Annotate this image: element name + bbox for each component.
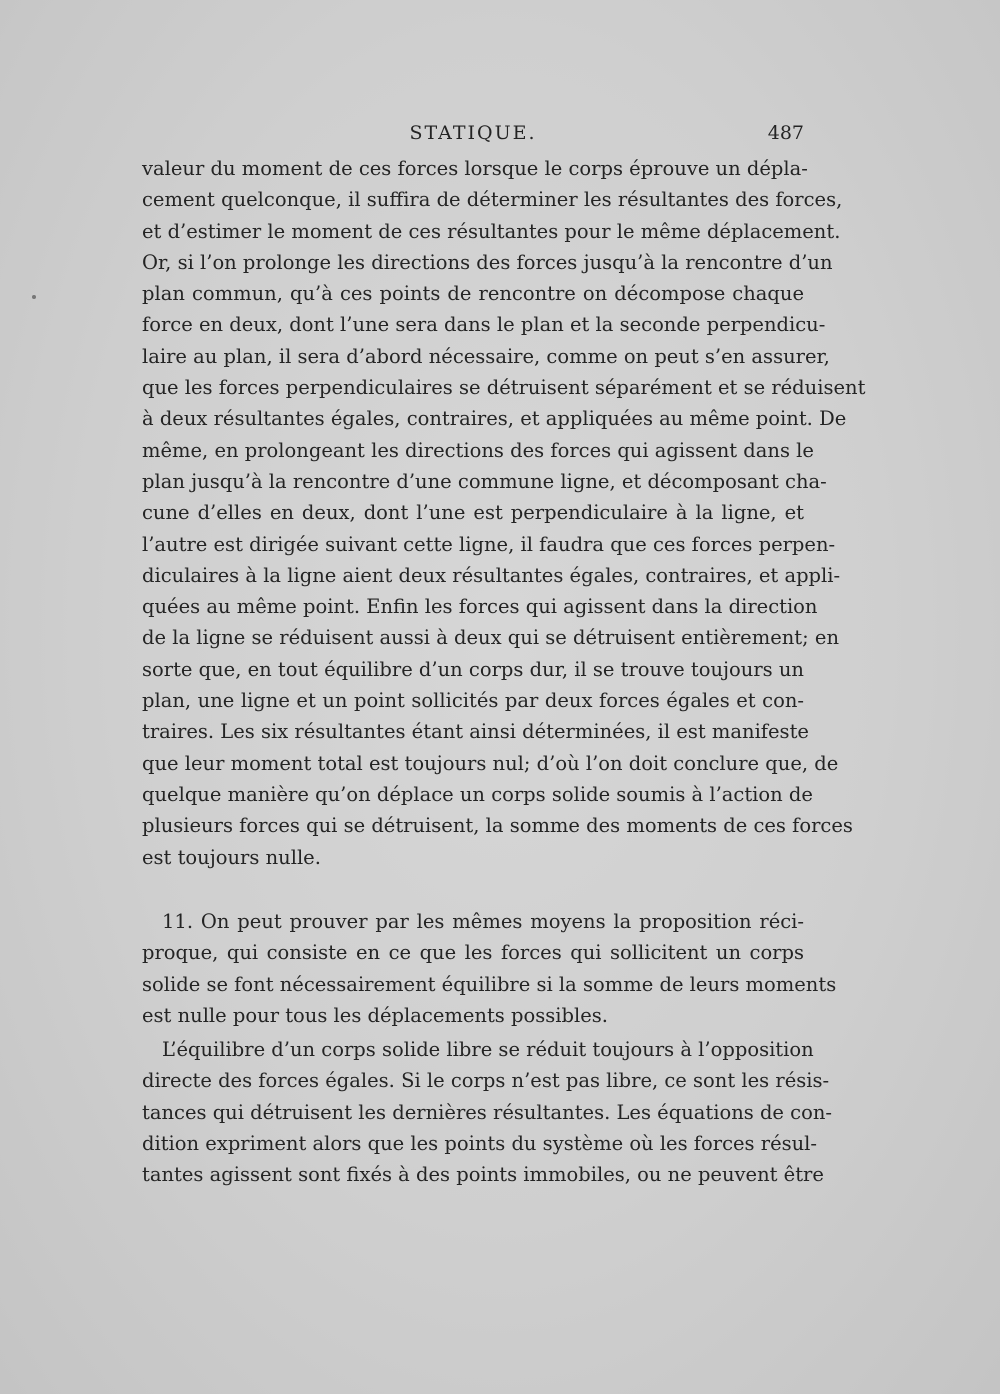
text-line: tances qui détruisent les dernières résultantes. Les équations de con- [142, 1100, 832, 1124]
text-line: même, en prolongeant les directions des forces qui agissent dans le [142, 438, 814, 462]
text-line: plan jusqu’à la rencontre d’une commune ligne, et décomposant cha- [142, 469, 827, 493]
paragraph [142, 1034, 832, 1190]
paragraph-continuation [142, 153, 866, 873]
text-line: diculaires à la ligne aient deux résultantes égales, contraires, et appli- [142, 563, 841, 587]
article-11 [142, 906, 837, 1031]
text-line: cune d’elles en deux, dont l’une est perpendiculaire à la ligne, et [142, 501, 804, 525]
paragraph [142, 906, 837, 1031]
text-line: quelque manière qu’on déplace un corps solide soumis à l’action de [142, 782, 813, 806]
text-line: quées au même point. Enfin les forces qui agissent dans la direction [142, 595, 818, 619]
text-line: plan commun, qu’à ces points de rencontre on décompose chaque [142, 282, 804, 306]
text-line: plan, une ligne et un point sollicités par deux forces égales et con- [142, 689, 804, 713]
text-line: 11. On peut prouver par les mêmes moyens la proposition réci- [162, 910, 804, 933]
text-line: cement quelconque, il suffira de déterminer les résultantes des forces, [142, 188, 843, 212]
text-line: est nulle pour tous les déplacements possibles. [142, 1003, 608, 1027]
text-line: à deux résultantes égales, contraires, et appliquées au même point. De [142, 407, 847, 431]
text-line: plusieurs forces qui se détruisent, la somme des moments de ces forces [142, 814, 853, 838]
paragraph [142, 153, 866, 873]
text-line: laire au plan, il sera d’abord nécessaire, comme on peut s’en assurer, [142, 344, 830, 368]
text-line: sorte que, en tout équilibre d’un corps dur, il se trouve toujours un [142, 657, 804, 681]
text-line: l’autre est dirigée suivant cette ligne, il faudra que ces forces perpen- [142, 532, 836, 556]
page-number: 487 [767, 122, 804, 144]
text-line: L’équilibre d’un corps solide libre se réduit toujours à l’opposition [162, 1038, 814, 1061]
text-line: proque, qui consiste en ce que les forces qui sollicitent un corps [142, 941, 804, 965]
paper-speck [32, 295, 36, 299]
text-line: et d’estimer le moment de ces résultantes pour le même déplacement. [142, 219, 841, 243]
text-line: valeur du moment de ces forces lorsque le corps éprouve un dépla- [142, 157, 808, 180]
paragraph-equilibrium [142, 1034, 832, 1190]
text-line: tantes agissent sont fixés à des points immobiles, ou ne peuvent être [142, 1163, 824, 1187]
text-line: traires. Les six résultantes étant ainsi déterminées, il est manifeste [142, 720, 809, 744]
text-line: de la ligne se réduisent aussi à deux qui se détruisent entièrement; en [142, 626, 840, 650]
text-line: que les forces perpendiculaires se détruisent séparément et se réduisent [142, 376, 866, 400]
text-line: est toujours nulle. [142, 845, 321, 869]
text-line: directe des forces égales. Si le corps n’est pas libre, ce sont les résis- [142, 1069, 830, 1093]
page-header [142, 118, 804, 148]
running-title: STATIQUE. [409, 122, 537, 144]
text-line: solide se font nécessairement équilibre si la somme de leurs moments [142, 972, 837, 996]
text-line: dition expriment alors que les points du système où les forces résul- [142, 1131, 817, 1155]
text-line: que leur moment total est toujours nul; d’où l’on doit conclure que, de [142, 751, 839, 775]
text-line: Or, si l’on prolonge les directions des forces jusqu’à la rencontre d’un [142, 250, 833, 274]
text-line: force en deux, dont l’une sera dans le plan et la seconde perpendicu- [142, 313, 826, 337]
